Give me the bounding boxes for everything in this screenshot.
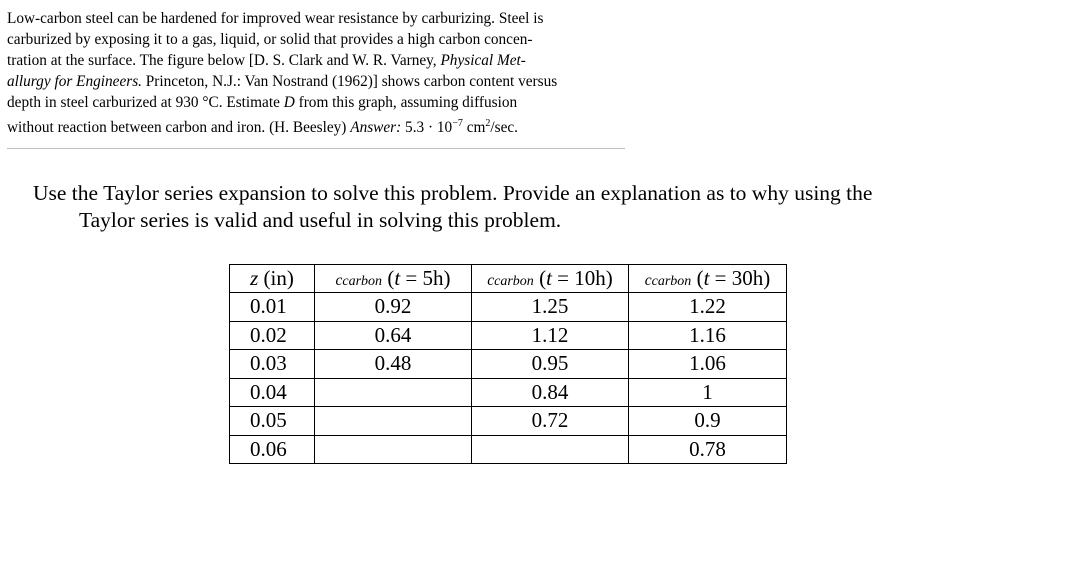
problem-line-5-text-b: from this graph, assuming diffusion xyxy=(294,94,518,111)
header-10h-eq: = 10h) xyxy=(551,266,613,290)
table-row xyxy=(230,435,787,464)
problem-line-6 xyxy=(7,113,625,137)
answer-exponent: −7 xyxy=(452,118,463,129)
problem-line-5 xyxy=(7,92,625,113)
instruction-text xyxy=(33,180,1013,234)
answer-unit: cm xyxy=(466,119,486,137)
problem-line-2: carburized by exposing it to a gas, liquid, or solid that provides a high carbon concen- xyxy=(7,31,533,48)
header-depth-var: z xyxy=(250,266,259,290)
header-30h-c: c xyxy=(644,272,652,289)
header-5h-sub: carbon xyxy=(342,274,383,289)
table-row xyxy=(230,407,787,436)
cell-5h: 0.48 xyxy=(315,350,472,379)
header-depth xyxy=(230,265,315,293)
problem-line-4-text: Princeton, N.J.: Van Nostrand (1962)] shows carbon content versus xyxy=(141,73,558,90)
cell-10h xyxy=(472,435,629,464)
cell-depth: 0.05 xyxy=(230,407,315,436)
header-5h-eq: = 5h) xyxy=(400,266,451,290)
cell-30h: 0.78 xyxy=(629,435,787,464)
carbon-depth-table xyxy=(229,264,787,464)
book-title-part-1: Physical Met- xyxy=(440,52,526,69)
header-5h-t: t xyxy=(394,266,401,290)
header-10h-c: c xyxy=(487,272,495,289)
cell-30h: 1.06 xyxy=(629,350,787,379)
answer-unit-rest: /sec. xyxy=(490,119,518,137)
instruction-line-1: Use the Taylor series expansion to solve this problem. Provide an explanation as to why using the xyxy=(33,181,873,205)
answer-value: 5.3 · 10 xyxy=(401,119,453,137)
instruction-line-2: Taylor series is valid and useful in solving this problem. xyxy=(79,208,562,232)
cell-5h xyxy=(315,407,472,436)
cell-depth: 0.06 xyxy=(230,435,315,464)
cell-5h: 0.64 xyxy=(315,321,472,350)
diffusion-symbol: D xyxy=(283,94,295,111)
header-30h-open: ( xyxy=(691,266,704,290)
problem-line-3 xyxy=(7,50,625,71)
header-10h-t: t xyxy=(546,266,552,290)
cell-10h: 0.84 xyxy=(472,378,629,407)
cell-10h: 1.12 xyxy=(472,321,629,350)
answer-unit-square: 2 xyxy=(485,118,491,129)
problem-line-1: Low-carbon steel can be hardened for improved wear resistance by carburizing. Steel is xyxy=(7,10,544,27)
header-10h-sub: carbon xyxy=(494,274,534,289)
header-30h-eq: = 30h) xyxy=(709,266,771,290)
header-10h-open: ( xyxy=(533,266,547,290)
cell-5h xyxy=(315,435,472,464)
cell-5h xyxy=(315,378,472,407)
table-row xyxy=(230,378,787,407)
cell-10h: 1.25 xyxy=(472,293,629,322)
cell-30h: 1.16 xyxy=(629,321,787,350)
cell-10h: 0.95 xyxy=(472,350,629,379)
problem-line-4 xyxy=(7,71,625,92)
cell-depth: 0.02 xyxy=(230,321,315,350)
header-10h xyxy=(472,265,629,293)
cell-5h: 0.92 xyxy=(315,293,472,322)
table-row xyxy=(230,293,787,322)
cell-30h: 1 xyxy=(629,378,787,407)
problem-line-5-text-a: depth in steel carburized at 930 °C. Estimate xyxy=(7,94,284,111)
book-title-part-2: allurgy for Engineers. xyxy=(7,73,142,90)
header-30h-sub: carbon xyxy=(651,274,692,289)
header-5h xyxy=(315,265,472,293)
table-header-row xyxy=(230,265,787,293)
cell-30h: 0.9 xyxy=(629,407,787,436)
header-30h-t: t xyxy=(703,266,710,290)
answer-label: Answer: xyxy=(350,119,402,137)
table-row xyxy=(230,321,787,350)
problem-line-6-text: without reaction between carbon and iron. (H. Beesley) xyxy=(7,119,351,137)
cell-30h: 1.22 xyxy=(629,293,787,322)
header-30h xyxy=(629,265,787,293)
header-5h-open: ( xyxy=(382,266,395,290)
header-depth-unit: (in) xyxy=(258,266,294,290)
cell-depth: 0.03 xyxy=(230,350,315,379)
cell-depth: 0.01 xyxy=(230,293,315,322)
problem-line-3-text: tration at the surface. The figure below [D. S. Clark and W. R. Varney, xyxy=(7,52,441,69)
table-row xyxy=(230,350,787,379)
problem-statement xyxy=(7,8,625,149)
header-5h-c: c xyxy=(335,272,343,289)
cell-depth: 0.04 xyxy=(230,378,315,407)
cell-10h: 0.72 xyxy=(472,407,629,436)
